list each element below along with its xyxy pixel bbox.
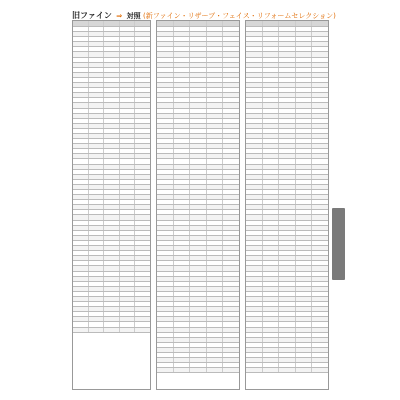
table-cell <box>73 327 88 332</box>
table-cell <box>279 368 295 373</box>
table-cell <box>119 327 134 332</box>
title-arrow: ⇒ <box>116 12 123 20</box>
table-block-3 <box>245 20 329 390</box>
conversion-table <box>157 21 239 373</box>
table-row <box>73 327 150 332</box>
table-cell <box>223 368 239 373</box>
conversion-table <box>246 21 328 373</box>
table-cell <box>135 327 150 332</box>
table-cell <box>157 368 173 373</box>
table-cell <box>262 368 278 373</box>
table-cell <box>206 368 222 373</box>
table-cell <box>88 327 103 332</box>
table-cell <box>246 368 262 373</box>
table-row <box>246 368 328 373</box>
title-subtitle: (新ファイン・リザーブ・フェイス・リフォームセレクション) <box>143 12 336 20</box>
table-cell <box>190 368 206 373</box>
table-row <box>157 368 239 373</box>
title-main: 旧ファイン <box>72 11 112 20</box>
table-cell <box>173 368 189 373</box>
table-cell <box>104 327 119 332</box>
title-label: 対照 <box>126 12 141 20</box>
table-cell <box>295 368 311 373</box>
table-block-1 <box>72 20 151 390</box>
table-cell <box>312 368 328 373</box>
side-index-tab[interactable] <box>332 208 345 280</box>
table-block-2 <box>156 20 240 390</box>
conversion-table <box>73 21 150 333</box>
